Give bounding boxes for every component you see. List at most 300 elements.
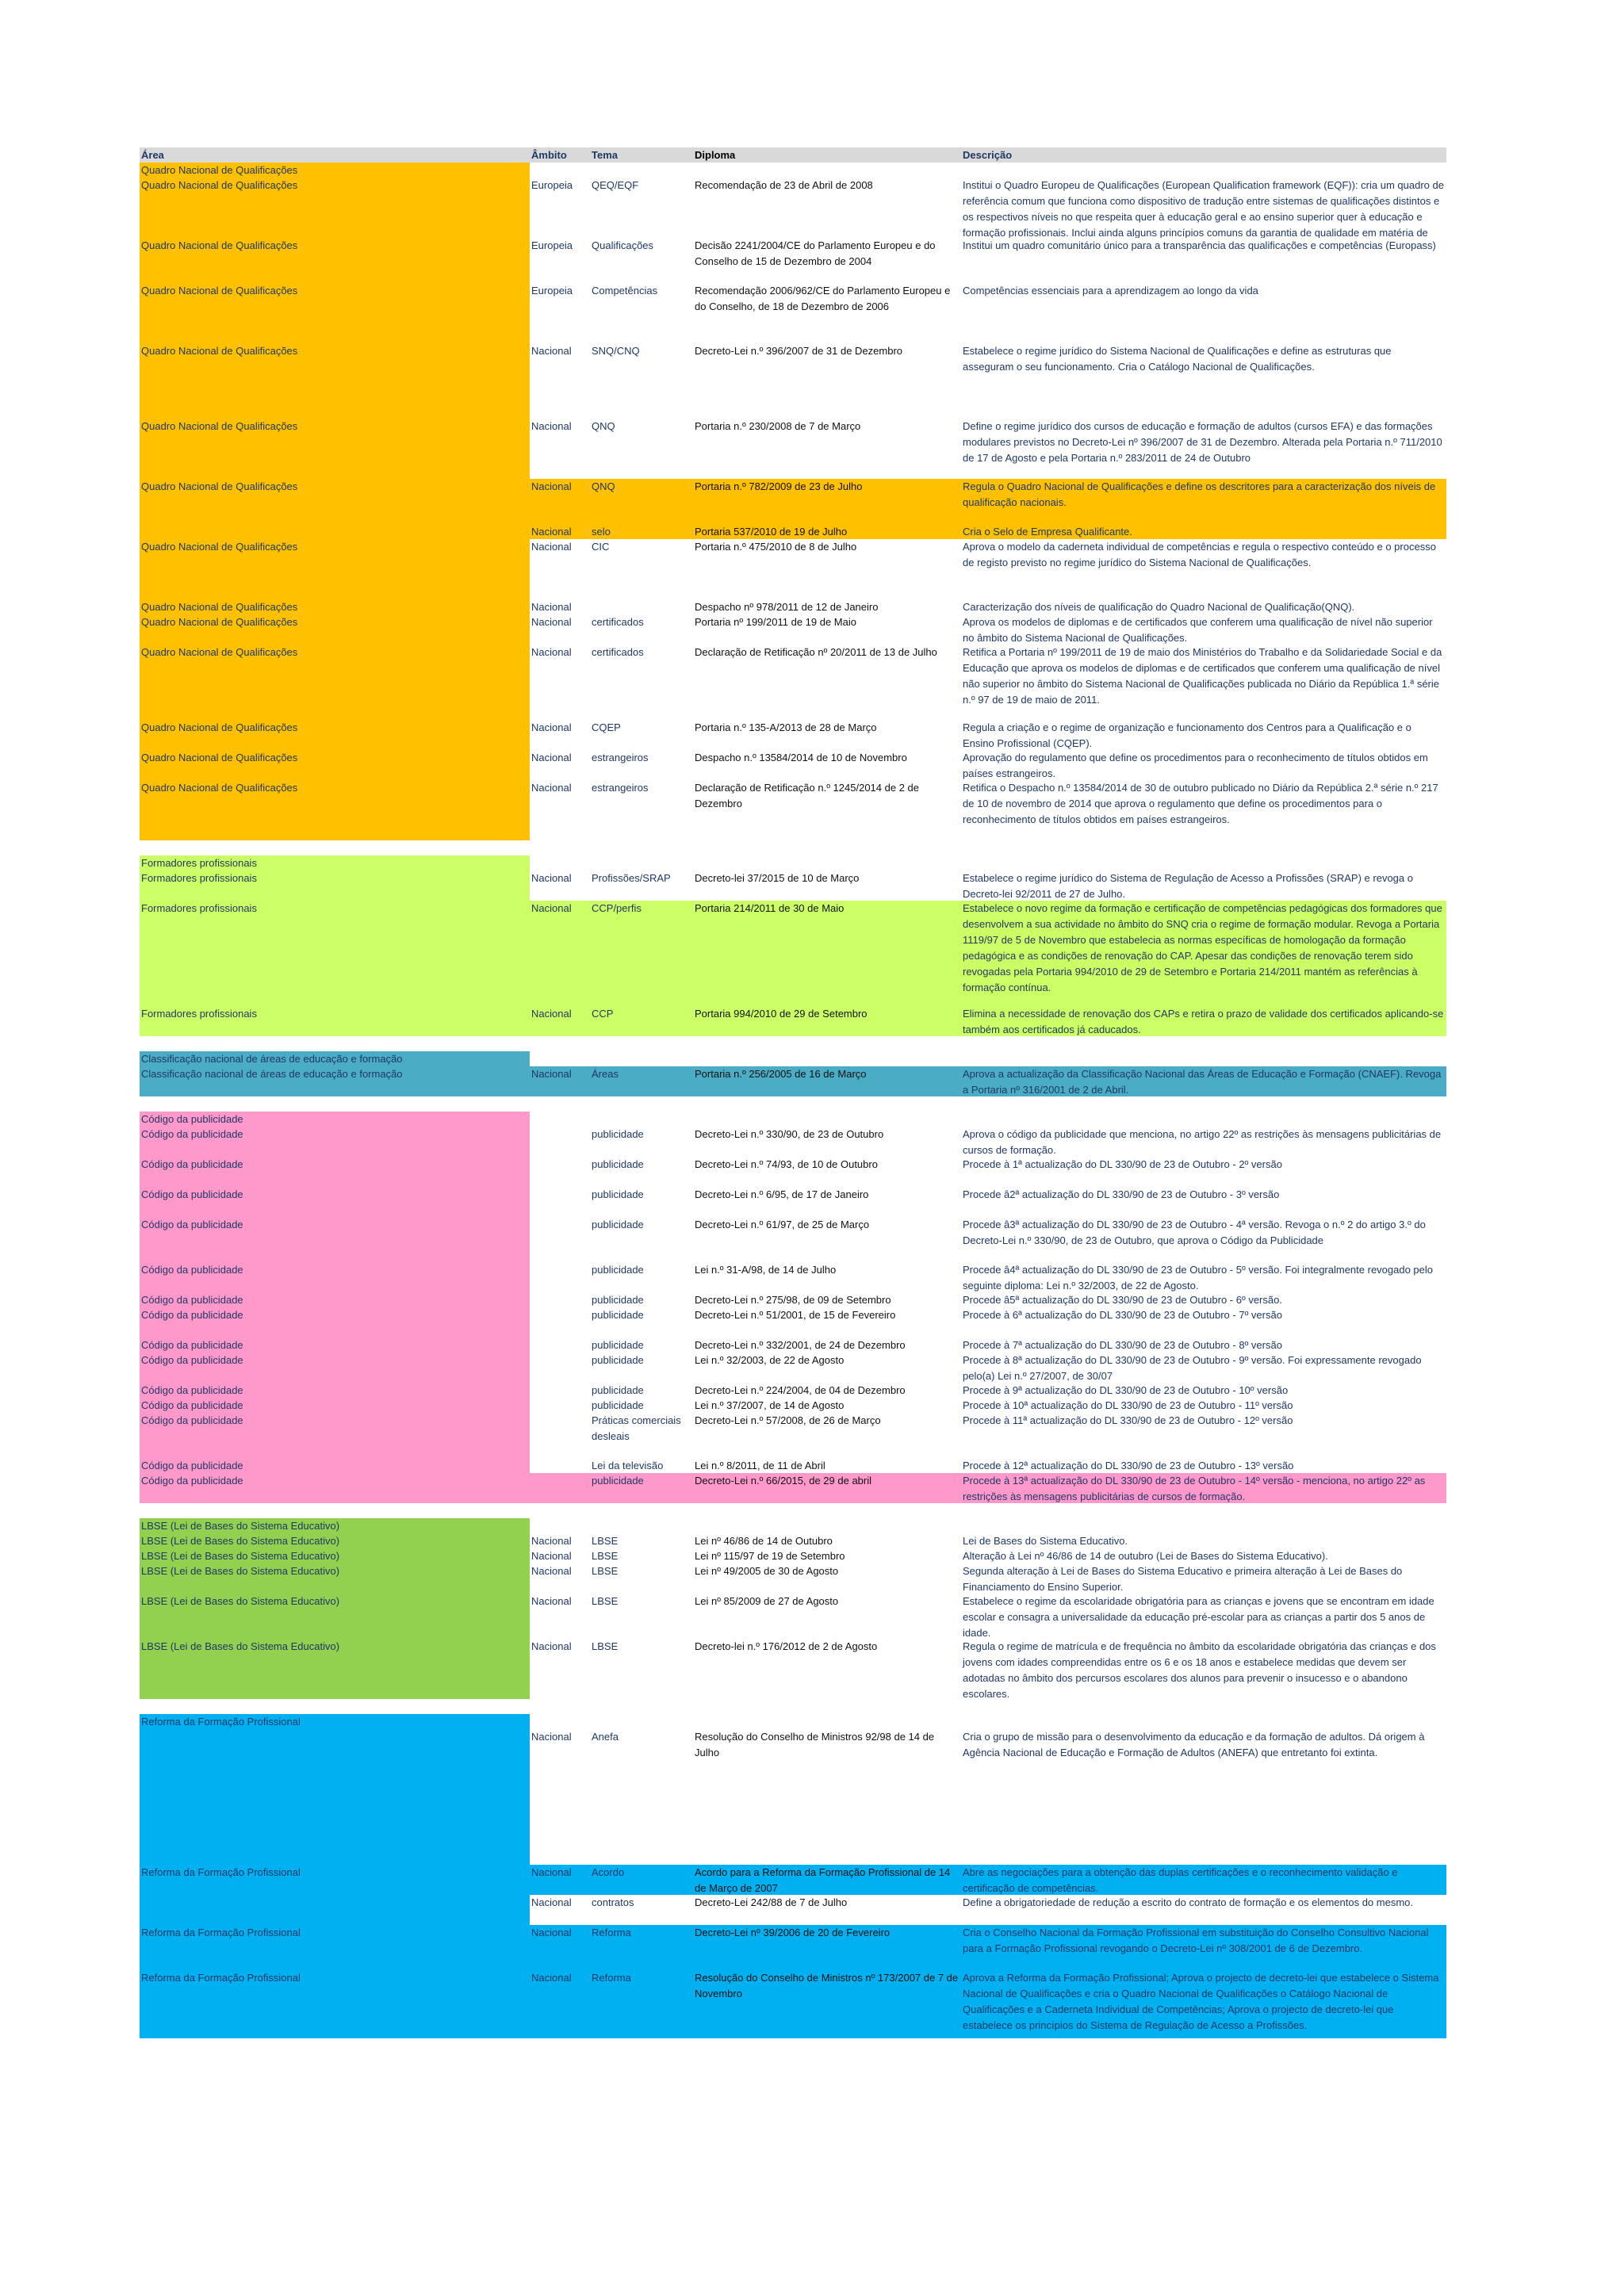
cell-area[interactable]: Formadores profissionais	[141, 1008, 257, 1020]
cell-ambito[interactable]: Nacional	[531, 1640, 572, 1652]
cell-area[interactable]: Código da publicidade	[140, 1353, 530, 1383]
cell-diploma[interactable]: Decreto-Lei 242/88 de 7 de Julho	[695, 1896, 848, 1908]
cell-area[interactable]: LBSE (Lei de Bases do Sistema Educativo)	[140, 1533, 530, 1548]
cell-area[interactable]: Quadro Nacional de Qualificações	[140, 645, 530, 720]
cell-area[interactable]: Código da publicidade	[140, 1383, 530, 1398]
cell-tema[interactable]: certificados	[592, 646, 644, 658]
cell-area[interactable]: Código da publicidade	[140, 1398, 530, 1413]
header-diploma[interactable]: Diploma	[695, 149, 736, 161]
cell-descricao[interactable]: Elimina a necessidade de renovação dos CAPs e retira o prazo de validade dos certificados aplicando-se também aos certificados já caducados.	[963, 1008, 1444, 1035]
cell-descricao[interactable]: Procede â5ª actualização do DL 330/90 de 23 de Outubro - 6º versão.	[963, 1294, 1282, 1306]
cell-area[interactable]: Código da publicidade	[140, 1307, 530, 1337]
cell-descricao[interactable]	[961, 1518, 1446, 1533]
cell-ambito[interactable]: Nacional	[531, 1068, 572, 1080]
cell-descricao[interactable]: Define o regime jurídico dos cursos de educação e formação de adultos (cursos EFA) e das formações modulares previstos no Decreto-Lei nº 396/2007 de 31 de Dezembro. Alterada pela Portaria n.º 711/2010 de 17 de Agosto e pela Portaria n.º 283/2011 de 24 de Outubro	[963, 420, 1442, 464]
cell-diploma[interactable]: Lei n.º 8/2011, de 11 de Abril	[695, 1460, 825, 1471]
cell-descricao[interactable]: Institui um quadro comunitário único para a transparência das qualificações e competências (Europass)	[963, 239, 1436, 251]
cell-tema[interactable]: Lei da televisão	[592, 1460, 664, 1471]
cell-diploma[interactable]	[693, 1699, 961, 1714]
cell-descricao[interactable]: Define a obrigatoriedade de redução a escrito do contrato de formação e os elementos do mesmo.	[963, 1896, 1414, 1908]
cell-diploma[interactable]: Decreto-Lei n.º 275/98, de 09 de Setembro	[695, 1294, 891, 1306]
cell-area[interactable]: Quadro Nacional de Qualificações	[140, 238, 530, 283]
table-row	[140, 1006, 1446, 1036]
cell-diploma[interactable]: Decreto-Lei n.º 57/2008, de 26 de Março	[695, 1414, 881, 1426]
table-row	[140, 1548, 1446, 1563]
cell-diploma[interactable]: Decreto-Lei n.º 6/95, de 17 de Janeiro	[695, 1188, 869, 1200]
cell-tema[interactable]: publicidade	[592, 1309, 644, 1321]
cell-tema[interactable]: CIC	[592, 541, 610, 553]
cell-ambito[interactable]	[530, 1187, 590, 1217]
cell-diploma[interactable]: Acordo para a Reforma da Formação Profissional de 14 de Março de 2007	[695, 1866, 951, 1894]
cell-descricao[interactable]: Procede â2ª actualização do DL 330/90 de 23 de Outubro - 3º versão	[963, 1188, 1280, 1200]
cell-area[interactable]: Quadro Nacional de Qualificações	[140, 283, 530, 343]
cell-descricao[interactable]: Procede à 10ª actualização do DL 330/90 de 23 de Outubro - 11º versão	[963, 1399, 1293, 1411]
cell-tema[interactable]: publicidade	[592, 1399, 644, 1411]
cell-descricao[interactable]: Cria o Selo de Empresa Qualificante.	[963, 526, 1132, 538]
cell-diploma[interactable]: Decisão 2241/2004/CE do Parlamento Europeu e do Conselho de 15 de Dezembro de 2004	[695, 239, 936, 267]
cell-area[interactable]: Classificação nacional de áreas de educação e formação	[141, 1068, 403, 1080]
cell-descricao[interactable]: Procede à 9ª actualização do DL 330/90 de 23 de Outubro - 10º versão	[963, 1384, 1289, 1396]
cell-ambito[interactable]: Nacional	[531, 872, 572, 884]
cell-tema[interactable]: Áreas	[592, 1068, 619, 1080]
cell-descricao[interactable]: Estabelece o novo regime da formação e certificação de competências pedagógicas dos formadores que desenvolvem a sua actividade no âmbito do SNQ cria o regime de formação modular. Revoga a Portaria 1119/97 de 5 de Novembro que estabelecia as normas específicas de homologação da formação pedagógica e as condições de renovação do CAP. Apesar das condições de renovação terem sido revogadas pela Portaria 994/2010 de 29 de Setembro e Portaria 214/2011 mantém as referências à formação contínua.	[963, 902, 1442, 993]
cell-descricao[interactable]: Procede à 8ª actualização do DL 330/90 de 23 de Outubro - 9º versão. Foi expressamente revogado pelo(a) Lei n.º 27/2007, de 30/07	[963, 1354, 1422, 1382]
cell-ambito[interactable]	[530, 1112, 590, 1127]
cell-ambito[interactable]	[530, 1413, 590, 1458]
cell-area[interactable]: Quadro Nacional de Qualificações	[140, 539, 530, 599]
table-row	[140, 1925, 1446, 1970]
cell-descricao[interactable]: Regula o Quadro Nacional de Qualificações e define os descritores para a caracterização dos níveis de qualificação nacionais.	[963, 480, 1436, 508]
cell-ambito[interactable]	[530, 1518, 590, 1533]
cell-descricao[interactable]: Regula o regime de matrícula e de frequência no âmbito da escolaridade obrigatória das crianças e dos jovens com idades compreendidas entre os 6 e os 18 anos e estabelece medidas que devem ser adotadas no âmbito dos percursos escolares dos alunos para prevenir o insucesso e o abandono escolares.	[963, 1640, 1436, 1699]
cell-ambito[interactable]: Nacional	[531, 1896, 572, 1908]
table-row	[140, 1187, 1446, 1217]
cell-ambito[interactable]: Nacional	[531, 616, 572, 628]
cell-diploma[interactable]	[693, 1714, 961, 1729]
cell-area[interactable]: Quadro Nacional de Qualificações	[140, 720, 530, 750]
cell-descricao[interactable]: Cria o grupo de missão para o desenvolvimento da educação e da formação de adultos. Dá origem à Agência Nacional de Educação e Formação de Adultos (ANEFA) que entretanto foi extinta.	[963, 1731, 1425, 1758]
cell-area[interactable]	[140, 1096, 530, 1112]
cell-ambito[interactable]	[530, 1353, 590, 1383]
cell-diploma[interactable]: Lei nº 85/2009 de 27 de Agosto	[695, 1595, 839, 1607]
cell-area[interactable]: LBSE (Lei de Bases do Sistema Educativo)	[140, 1548, 530, 1563]
table-row	[140, 1503, 1446, 1518]
cell-area[interactable]: LBSE (Lei de Bases do Sistema Educativo)	[140, 1518, 530, 1533]
cell-tema[interactable]: SNQ/CNQ	[592, 345, 640, 357]
cell-tema[interactable]	[590, 1518, 693, 1533]
cell-tema[interactable]: QNQ	[592, 420, 615, 432]
cell-diploma[interactable]	[693, 1503, 961, 1518]
cell-area[interactable]: Quadro Nacional de Qualificações	[140, 599, 530, 614]
cell-diploma[interactable]: Decreto-Lei n.º 224/2004, de 04 de Dezembro	[695, 1384, 906, 1396]
cell-diploma[interactable]: Lei n.º 37/2007, de 14 de Agosto	[695, 1399, 845, 1411]
cell-descricao[interactable]: Retifica o Despacho n.º 13584/2014 de 30 de outubro publicado no Diário da República 2.ª série n.º 217 de 10 de novembro de 2014 que aprova o regulamento que define os procedimentos para o reconhecimento de títulos obtidos em países estrangeiros.	[963, 782, 1438, 825]
cell-diploma[interactable]	[693, 1112, 961, 1127]
cell-area[interactable]: Formadores profissionais	[140, 855, 530, 871]
cell-tema[interactable]: selo	[592, 526, 611, 538]
cell-tema[interactable]: publicidade	[592, 1339, 644, 1351]
cell-ambito[interactable]: Nacional	[531, 1972, 572, 1984]
cell-descricao[interactable]: Competências essenciais para a aprendizagem ao longo da vida	[963, 285, 1258, 297]
cell-descricao[interactable]: Procede â3ª actualização do DL 330/90 de 23 de Outubro - 4ª versão. Revoga o n.º 2 do artigo 3.º do Decreto-Lei n.º 330/90, de 23 de Outubro, que aprova o Código da Publicidade	[963, 1219, 1426, 1246]
cell-tema[interactable]	[590, 1036, 693, 1051]
cell-tema[interactable]: certificados	[592, 616, 644, 628]
cell-diploma[interactable]: Portaria nº 199/2011 de 19 de Maio	[695, 616, 856, 628]
cell-area[interactable]	[140, 524, 530, 539]
cell-tema[interactable]: publicidade	[592, 1475, 644, 1487]
cell-ambito[interactable]	[530, 1036, 590, 1051]
cell-tema[interactable]: CCP/perfis	[592, 902, 642, 914]
table-row	[140, 780, 1446, 840]
cell-area[interactable]: Código da publicidade	[140, 1292, 530, 1307]
table-row	[140, 1292, 1446, 1307]
cell-tema[interactable]: publicidade	[592, 1384, 644, 1396]
cell-descricao[interactable]	[961, 1096, 1446, 1112]
cell-descricao[interactable]: Alteração à Lei nº 46/86 de 14 de outubro (Lei de Bases do Sistema Educativo).	[963, 1550, 1328, 1562]
cell-diploma[interactable]: Declaração de Retificação nº 20/2011 de 13 de Julho	[695, 646, 937, 658]
cell-diploma[interactable]	[693, 1036, 961, 1051]
cell-ambito[interactable]: Nacional	[531, 1866, 572, 1878]
cell-ambito[interactable]	[530, 1458, 590, 1473]
cell-diploma[interactable]: Recomendação 2006/962/CE do Parlamento Europeu e do Conselho, de 18 de Dezembro de 2006	[695, 285, 951, 312]
table-row	[140, 1262, 1446, 1292]
cell-tema[interactable]: LBSE	[592, 1565, 619, 1577]
cell-descricao[interactable]: Procede à 12ª actualização do DL 330/90 de 23 de Outubro - 13º versão	[963, 1460, 1294, 1471]
cell-tema[interactable]: QEQ/EQF	[592, 179, 639, 191]
cell-descricao[interactable]	[961, 163, 1446, 178]
cell-ambito[interactable]	[530, 1157, 590, 1187]
cell-diploma[interactable]: Decreto-Lei n.º 330/90, de 23 de Outubro	[695, 1128, 884, 1140]
cell-descricao[interactable]: Aprova a Reforma da Formação Profissional; Aprova o projecto de decreto-lei que estabelece o Sistema Nacional de Qualificações e cria o Quadro Nacional de Qualificações o Catálogo Nacional de Qualificações e a Caderneta Individual de Competências; Aprova o projecto de decreto-lei que estabelece os princípios do Sistema de Regulação de Acesso a Profissões.	[963, 1972, 1439, 2031]
cell-diploma[interactable]: Decreto-Lei n.º 332/2001, de 24 de Dezembro	[695, 1339, 906, 1351]
cell-diploma[interactable]	[693, 840, 961, 855]
table-row	[140, 343, 1446, 419]
cell-area[interactable]: Quadro Nacional de Qualificações	[140, 780, 530, 840]
header-tema[interactable]: Tema	[592, 149, 618, 161]
table-row	[140, 1563, 1446, 1594]
cell-ambito[interactable]	[530, 1473, 590, 1503]
cell-tema[interactable]: LBSE	[592, 1640, 619, 1652]
cell-tema[interactable]: publicidade	[592, 1188, 644, 1200]
cell-area[interactable]: Quadro Nacional de Qualificações	[141, 480, 298, 492]
cell-diploma[interactable]	[693, 163, 961, 178]
cell-area[interactable]: LBSE (Lei de Bases do Sistema Educativo)	[140, 1563, 530, 1594]
cell-area[interactable]	[140, 1699, 530, 1714]
cell-area[interactable]: Quadro Nacional de Qualificações	[140, 614, 530, 645]
cell-tema[interactable]: publicidade	[592, 1128, 644, 1140]
cell-area[interactable]: Quadro Nacional de Qualificações	[140, 343, 530, 419]
cell-diploma[interactable]	[693, 1518, 961, 1533]
cell-tema[interactable]: LBSE	[592, 1550, 619, 1562]
cell-descricao[interactable]: Aprova a actualização da Classificação Nacional das Áreas de Educação e Formação (CNAEF). Revoga a Portaria nº 316/2001 de 2 de Abril.	[963, 1068, 1442, 1096]
table-row	[140, 750, 1446, 780]
cell-tema[interactable]: Anefa	[592, 1731, 619, 1743]
table-row	[140, 539, 1446, 599]
cell-tema[interactable]: Acordo	[592, 1866, 625, 1878]
cell-diploma[interactable]: Lei n.º 31-A/98, de 14 de Julho	[695, 1264, 837, 1276]
cell-diploma[interactable]: Portaria n.º 475/2010 de 8 de Julho	[695, 541, 857, 553]
header-ambito[interactable]: Âmbito	[531, 149, 567, 161]
cell-area[interactable]: Código da publicidade	[140, 1112, 530, 1127]
cell-descricao[interactable]: Procede â4ª actualização do DL 330/90 de 23 de Outubro - 5º versão. Foi integralmente revogado pelo seguinte diploma: Lei n.º 32/2003, de 22 de Agosto.	[963, 1264, 1434, 1292]
cell-descricao[interactable]: Aprova os modelos de diplomas e de certificados que conferem uma qualificação de nível não superior no âmbito do Sistema Nacional de Qualificações.	[963, 616, 1433, 644]
cell-ambito[interactable]: Nacional	[531, 721, 572, 733]
cell-ambito[interactable]: Nacional	[531, 601, 572, 613]
cell-tema[interactable]	[590, 855, 693, 871]
cell-ambito[interactable]: Nacional	[531, 345, 572, 357]
cell-diploma[interactable]: Portaria n.º 256/2005 de 16 de Março	[695, 1068, 867, 1080]
cell-ambito[interactable]: Europeia	[531, 285, 573, 297]
cell-descricao[interactable]: Segunda alteração à Lei de Bases do Sistema Educativo e primeira alteração à Lei de Bases do Financiamento do Ensino Superior.	[963, 1565, 1403, 1593]
cell-descricao[interactable]	[961, 1112, 1446, 1127]
table-row	[140, 1714, 1446, 1729]
table-row	[140, 1458, 1446, 1473]
cell-descricao[interactable]: Caracterização dos níveis de qualificação do Quadro Nacional de Qualificação(QNQ).	[963, 601, 1355, 613]
cell-tema[interactable]	[590, 1503, 693, 1518]
cell-diploma[interactable]: Portaria n.º 135-A/2013 de 28 de Março	[695, 721, 877, 733]
cell-ambito[interactable]: Nacional	[531, 1595, 572, 1607]
cell-diploma[interactable]: Decreto-Lei n.º 66/2015, de 29 de abril	[695, 1475, 872, 1487]
cell-ambito[interactable]	[530, 1262, 590, 1292]
cell-ambito[interactable]: Nacional	[531, 1008, 572, 1020]
cell-ambito[interactable]	[530, 1714, 590, 1729]
table-row	[140, 163, 1446, 178]
table-row	[140, 1865, 1446, 1895]
cell-ambito[interactable]: Nacional	[531, 646, 572, 658]
table-row	[140, 901, 1446, 1006]
cell-descricao[interactable]	[961, 1036, 1446, 1051]
cell-diploma[interactable]	[693, 1096, 961, 1112]
cell-ambito[interactable]	[530, 1383, 590, 1398]
cell-area[interactable]	[140, 1729, 530, 1865]
cell-ambito[interactable]: Nacional	[531, 541, 572, 553]
cell-area[interactable]: Código da publicidade	[140, 1157, 530, 1187]
cell-descricao[interactable]	[961, 1714, 1446, 1729]
table-row	[140, 1518, 1446, 1533]
cell-ambito[interactable]	[530, 1292, 590, 1307]
cell-tema[interactable]: publicidade	[592, 1219, 644, 1230]
cell-ambito[interactable]	[530, 840, 590, 855]
cell-diploma[interactable]: Lei nº 49/2005 de 30 de Agosto	[695, 1565, 839, 1577]
cell-area[interactable]: Código da publicidade	[140, 1187, 530, 1217]
cell-ambito[interactable]: Nacional	[531, 480, 572, 492]
cell-descricao[interactable]: Aprova o código da publicidade que menciona, no artigo 22º as restrições às mensagens publicitárias de cursos de formação.	[963, 1128, 1442, 1156]
cell-tema[interactable]: LBSE	[592, 1595, 619, 1607]
cell-area[interactable]	[140, 1895, 530, 1925]
cell-diploma[interactable]: Portaria 537/2010 de 19 de Julho	[695, 526, 848, 538]
cell-diploma[interactable]: Portaria 214/2011 de 30 de Maio	[695, 902, 845, 914]
table-row	[140, 1337, 1446, 1353]
cell-diploma[interactable]	[693, 1051, 961, 1066]
cell-tema[interactable]: estrangeiros	[592, 782, 649, 794]
table-row	[140, 238, 1446, 283]
cell-descricao[interactable]	[961, 1051, 1446, 1066]
cell-diploma[interactable]: Decreto-lei n.º 176/2012 de 2 de Agosto	[695, 1640, 878, 1652]
cell-tema[interactable]: publicidade	[592, 1158, 644, 1170]
cell-diploma[interactable]: Portaria n.º 782/2009 de 23 de Julho	[695, 480, 863, 492]
cell-descricao[interactable]	[961, 1699, 1446, 1714]
cell-tema[interactable]	[590, 1051, 693, 1066]
cell-ambito[interactable]: Nacional	[531, 1927, 572, 1938]
cell-tema[interactable]: CCP	[592, 1008, 614, 1020]
cell-area[interactable]: Classificação nacional de áreas de educação e formação	[140, 1051, 530, 1066]
cell-area[interactable]: Código da publicidade	[140, 1262, 530, 1292]
cell-area[interactable]: Código da publicidade	[140, 1217, 530, 1262]
cell-area[interactable]: Código da publicidade	[141, 1475, 243, 1487]
cell-tema[interactable]	[590, 599, 693, 614]
cell-tema[interactable]: publicidade	[592, 1294, 644, 1306]
cell-ambito[interactable]: Nacional	[531, 1731, 572, 1743]
table-row	[140, 1217, 1446, 1262]
cell-area[interactable]: Reforma da Formação Profissional	[141, 1927, 301, 1938]
cell-area[interactable]	[140, 1036, 530, 1051]
cell-diploma[interactable]: Lei nº 115/97 de 19 de Setembro	[695, 1550, 845, 1562]
cell-ambito[interactable]: Europeia	[531, 239, 573, 251]
cell-ambito[interactable]	[530, 1337, 590, 1353]
table-row	[140, 1112, 1446, 1127]
cell-descricao[interactable]: Estabelece o regime jurídico do Sistema Nacional de Qualificações e define as estruturas que asseguram o seu funcionamento. Cria o Catálogo Nacional de Qualificações.	[963, 345, 1392, 373]
cell-tema[interactable]	[590, 840, 693, 855]
cell-tema[interactable]	[590, 1112, 693, 1127]
cell-ambito[interactable]	[530, 1398, 590, 1413]
table-row	[140, 1096, 1446, 1112]
table-row	[140, 1157, 1446, 1187]
cell-tema[interactable]	[590, 163, 693, 178]
cell-ambito[interactable]	[530, 163, 590, 178]
table-row	[140, 720, 1446, 750]
cell-tema[interactable]: Competências	[592, 285, 658, 297]
cell-ambito[interactable]	[530, 1217, 590, 1262]
cell-area[interactable]: Reforma da Formação Profissional	[140, 1714, 530, 1729]
cell-descricao[interactable]: Estabelece o regime da escolaridade obrigatória para as crianças e jovens que se encontram em idade escolar e consagra a universalidade da educação pré-escolar para as crianças a partir dos 5 anos de idade.	[963, 1595, 1434, 1639]
cell-descricao[interactable]: Abre as negociações para a obtenção das duplas certificações e o reconhecimento validação e certificação de competências.	[963, 1866, 1398, 1894]
cell-diploma[interactable]: Resolução do Conselho de Ministros 92/98 de 14 de Julho	[695, 1731, 935, 1758]
cell-diploma[interactable]: Declaração de Retificação n.º 1245/2014 de 2 de Dezembro	[695, 782, 919, 809]
cell-descricao[interactable]	[961, 1503, 1446, 1518]
cell-descricao[interactable]: Procede à 7ª actualização do DL 330/90 de 23 de Outubro - 8º versão	[963, 1339, 1282, 1351]
cell-descricao[interactable]: Aprova o modelo da caderneta individual de competências e regula o respectivo conteúdo e o processo de registo previsto no regime jurídico do Sistema Nacional de Qualificações.	[963, 541, 1436, 568]
cell-area[interactable]: Formadores profissionais	[140, 871, 530, 901]
cell-ambito[interactable]: Nacional	[531, 1535, 572, 1547]
cell-area[interactable]: Quadro Nacional de Qualificações	[140, 178, 530, 238]
cell-tema[interactable]: Qualificações	[592, 239, 654, 251]
cell-descricao[interactable]: Institui o Quadro Europeu de Qualificações (European Qualification framework (EQF)): cria um quadro de referência comum que funciona como dispositivo de tradução entre sistemas de qualificações distintos e os respectivos níveis no que respeita quer à educação geral e ao ensino superior quer à educação e formação profissionais. Inclui ainda alguns princípios comuns da garantia de qualidade em matéria de	[963, 179, 1444, 238]
header-descricao[interactable]: Descrição	[963, 149, 1013, 161]
cell-area[interactable]: Formadores profissionais	[141, 902, 257, 914]
cell-ambito[interactable]	[530, 1503, 590, 1518]
cell-diploma[interactable]: Decreto-Lei n.º 74/93, de 10 de Outubro	[695, 1158, 878, 1170]
cell-area[interactable]: LBSE (Lei de Bases do Sistema Educativo)	[140, 1594, 530, 1639]
cell-diploma[interactable]: Recomendação de 23 de Abril de 2008	[695, 179, 873, 191]
table-row	[140, 524, 1446, 539]
header-area[interactable]: Área	[141, 149, 164, 161]
cell-ambito[interactable]	[530, 1051, 590, 1066]
cell-area[interactable]: Código da publicidade	[140, 1458, 530, 1473]
table-row	[140, 1307, 1446, 1337]
cell-ambito[interactable]: Nacional	[531, 752, 572, 763]
cell-tema[interactable]: Profissões/SRAP	[592, 872, 671, 884]
cell-area[interactable]: Quadro Nacional de Qualificações	[140, 163, 530, 178]
cell-diploma[interactable]: Decreto-lei 37/2015 de 10 de Março	[695, 872, 860, 884]
cell-tema[interactable]: QNQ	[592, 480, 615, 492]
cell-descricao[interactable]: Procede à 1ª actualização do DL 330/90 de 23 de Outubro - 2º versão	[963, 1158, 1282, 1170]
cell-area[interactable]	[140, 840, 530, 855]
cell-area[interactable]: Código da publicidade	[140, 1127, 530, 1157]
cell-tema[interactable]: LBSE	[592, 1535, 619, 1547]
cell-tema[interactable]	[590, 1096, 693, 1112]
cell-diploma[interactable]: Decreto-Lei nº 39/2006 de 20 de Fevereiro	[695, 1927, 891, 1938]
cell-diploma[interactable]: Decreto-Lei n.º 61/97, de 25 de Março	[695, 1219, 870, 1230]
cell-area[interactable]: Reforma da Formação Profissional	[141, 1972, 301, 1984]
cell-area[interactable]: Código da publicidade	[140, 1413, 530, 1458]
cell-ambito[interactable]: Europeia	[531, 179, 573, 191]
cell-descricao[interactable]: Estabelece o regime jurídico do Sistema de Regulação de Acesso a Profissões (SRAP) e revoga o Decreto-lei 92/2011 de 27 de Julho.	[963, 872, 1413, 900]
cell-descricao[interactable]: Cria o Conselho Nacional da Formação Profissional em substituição do Conselho Consultivo Nacional para a Formação Profissional revogando o Decreto-Lei nº 308/2001 de 6 de Dezembro.	[963, 1927, 1429, 1954]
table-row	[140, 1970, 1446, 2038]
cell-tema[interactable]: CQEP	[592, 721, 621, 733]
cell-diploma[interactable]	[693, 855, 961, 871]
cell-tema[interactable]	[590, 1714, 693, 1729]
cell-area[interactable]: LBSE (Lei de Bases do Sistema Educativo)	[140, 1639, 530, 1699]
cell-descricao[interactable]	[961, 840, 1446, 855]
cell-diploma[interactable]: Decreto-Lei n.º 396/2007 de 31 de Dezembro	[695, 345, 903, 357]
cell-descricao[interactable]: Aprovação do regulamento que define os procedimentos para o reconhecimento de títulos obtidos em países estrangeiros.	[963, 752, 1428, 779]
cell-diploma[interactable]: Decreto-Lei n.º 51/2001, de 15 de Fevereiro	[695, 1309, 896, 1321]
cell-area[interactable]: Reforma da Formação Profissional	[141, 1866, 301, 1878]
cell-diploma[interactable]: Lei n.º 32/2003, de 22 de Agosto	[695, 1354, 845, 1366]
cell-descricao[interactable]: Regula a criação e o regime de organização e funcionamento dos Centros para a Qualificação e o Ensino Profissional (CQEP).	[963, 721, 1411, 749]
cell-ambito[interactable]: Nacional	[531, 526, 572, 538]
cell-diploma[interactable]: Portaria 994/2010 de 29 de Setembro	[695, 1008, 868, 1020]
cell-ambito[interactable]: Nacional	[531, 902, 572, 914]
cell-ambito[interactable]: Nacional	[531, 1550, 572, 1562]
cell-tema[interactable]: publicidade	[592, 1264, 644, 1276]
cell-area[interactable]: Quadro Nacional de Qualificações	[140, 750, 530, 780]
cell-descricao[interactable]: Retifica a Portaria nº 199/2011 de 19 de maio dos Ministérios do Trabalho e da Solidariedade Social e da Educação que aprova os modelos de diplomas e de certificados que conferem uma qualificação de nível não superior no âmbito do Sistema Nacional de Qualificações publicada no Diário da República 1.ª série n.º 97 de 19 de maio de 2011.	[963, 646, 1442, 706]
cell-ambito[interactable]	[530, 1096, 590, 1112]
cell-diploma[interactable]: Resolução do Conselho de Ministros nº 173/2007 de 7 de Novembro	[695, 1972, 959, 1999]
cell-diploma[interactable]: Despacho nº 978/2011 de 12 de Janeiro	[695, 601, 879, 613]
cell-ambito[interactable]: Nacional	[531, 1565, 572, 1577]
cell-tema[interactable]: Práticas comerciais desleais	[592, 1414, 681, 1442]
cell-descricao[interactable]: Procede à 13ª actualização do DL 330/90 de 23 de Outubro - 14º versão - menciona, no artigo 22º as restrições às mensagens publicitárias de cursos de formação.	[963, 1475, 1426, 1502]
cell-diploma[interactable]: Despacho n.º 13584/2014 de 10 de Novembro	[695, 752, 907, 763]
cell-ambito[interactable]: Nacional	[531, 782, 572, 794]
cell-ambito[interactable]	[530, 1699, 590, 1714]
cell-diploma[interactable]: Portaria n.º 230/2008 de 7 de Março	[695, 420, 861, 432]
table-row	[140, 855, 1446, 871]
cell-tema[interactable]	[590, 1699, 693, 1714]
table-row	[140, 178, 1446, 238]
cell-tema[interactable]: estrangeiros	[592, 752, 649, 763]
cell-tema[interactable]: publicidade	[592, 1354, 644, 1366]
cell-ambito[interactable]	[530, 1127, 590, 1157]
cell-descricao[interactable]: Lei de Bases do Sistema Educativo.	[963, 1535, 1128, 1547]
cell-descricao[interactable]: Procede à 6ª actualização do DL 330/90 de 23 de Outubro - 7º versão	[963, 1309, 1282, 1321]
cell-ambito[interactable]	[530, 855, 590, 871]
cell-area[interactable]: Código da publicidade	[140, 1337, 530, 1353]
cell-area[interactable]: Quadro Nacional de Qualificações	[140, 419, 530, 479]
cell-ambito[interactable]: Nacional	[531, 420, 572, 432]
cell-ambito[interactable]	[530, 1307, 590, 1337]
cell-tema[interactable]: contratos	[592, 1896, 634, 1908]
cell-tema[interactable]: Reforma	[592, 1927, 631, 1938]
cell-diploma[interactable]: Lei nº 46/86 de 14 de Outubro	[695, 1535, 833, 1547]
cell-descricao[interactable]	[961, 855, 1446, 871]
cell-tema[interactable]: Reforma	[592, 1972, 631, 1984]
cell-descricao[interactable]: Procede à 11ª actualização do DL 330/90 de 23 de Outubro - 12º versão	[963, 1414, 1293, 1426]
cell-area[interactable]	[140, 1503, 530, 1518]
